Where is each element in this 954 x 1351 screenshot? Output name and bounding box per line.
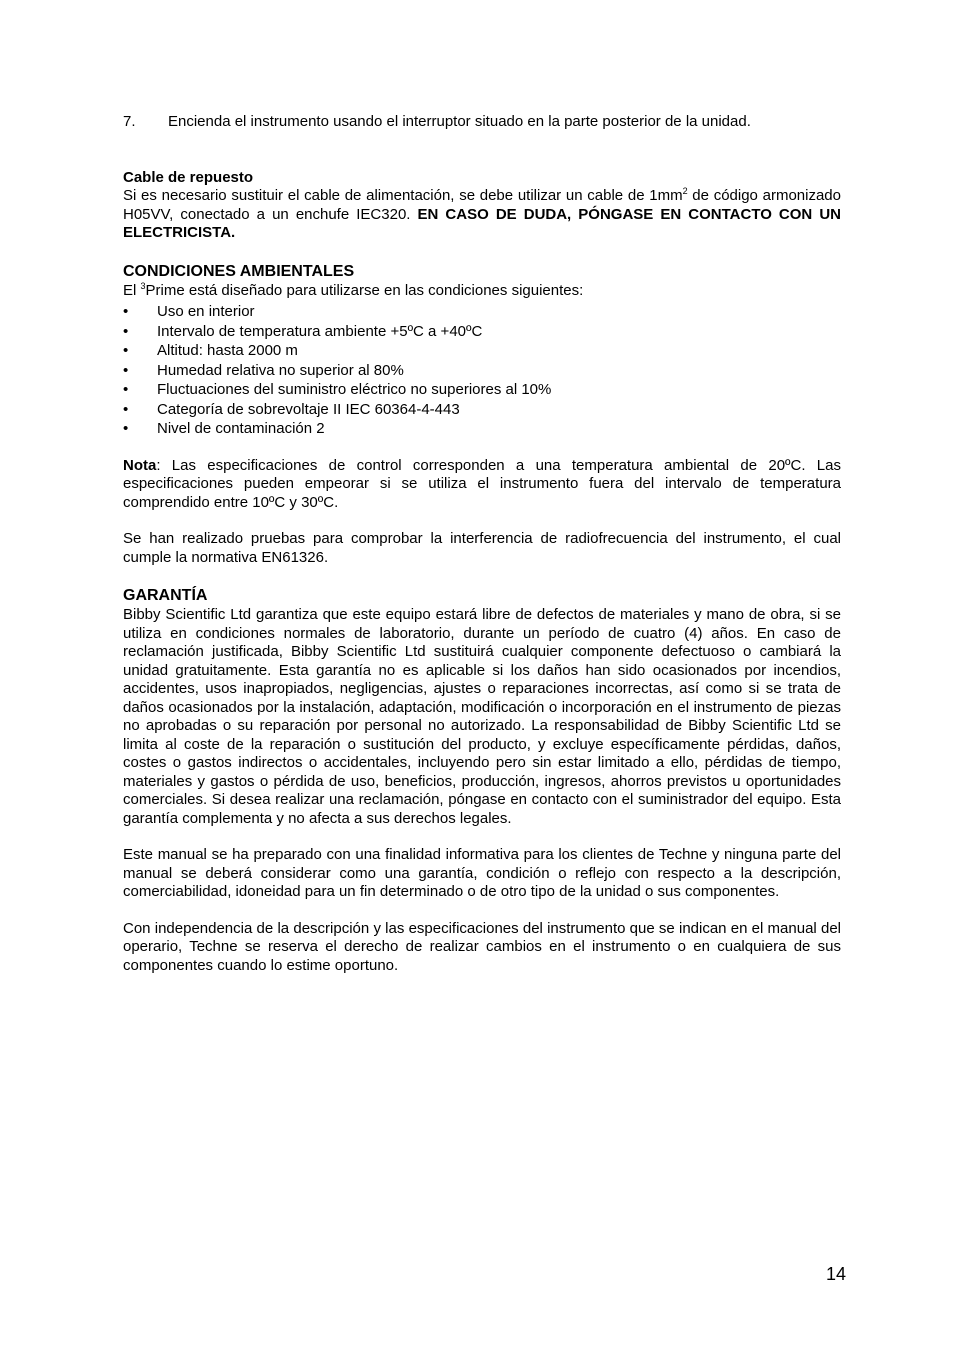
- list-item-text: Altitud: hasta 2000 m: [157, 342, 298, 359]
- page-number: 14: [826, 1264, 847, 1284]
- list-item-text: Humedad relativa no superior al 80%: [157, 361, 404, 379]
- cable-sup: 2: [682, 186, 688, 196]
- list-item-text: Categoría de sobrevoltaje II IEC 60364-4-443: [157, 400, 460, 418]
- note-label: Nota: [123, 456, 157, 474]
- list-item-text: Intervalo de temperatura ambiente +5ºC a +40ºC: [157, 322, 483, 340]
- step-7: [123, 113, 841, 132]
- warranty-paragraph-1: Bibby Scientific Ltd garantiza que este equipo estará libre de defectos de materiales y mano de obra, si se utiliza en condiciones normales de laboratorio, durante un período de cuatro (4) años. En caso de reclamación justificada, Bibby Scientific Ltd sustituirá cualquier componente defectuoso o cambiará la unidad gratuitamente. Esta garantía no es aplicable si los daños han sido ocasionados por incendios, accidentes, usos inapropiados, negligencias, ajustes o reparaciones incorrectas, así como si se trata de daños ocasionados por la instalación, adaptación, modificación o incorporación en el instrumento de piezas no aprobadas o su reparación por personal no autorizado. La responsabilidad de Bibby Scientific Ltd se limita al coste de la reparación o sustitución del producto, y excluye específicamente pérdidas, daños, costes o gastos indirectos o accidentales, incluyendo pero sin estar limitado a ello, pérdidas de tiempo, materiales y gastos o pérdida de uso, beneficios, producción, ingresos, ahorros previstos u oportunidades comerciales. Si desea realizar una reclamación, póngase en contacto con el suministrador del equipo. Esta garantía complementa y no afecta a sus derechos legales.: [123, 606, 841, 827]
- note-text: : Las especificaciones de control corresponden a una temperatura ambiental de 20ºC. Las especificaciones pueden empeorar si se utiliza el instrumento fuera del intervalo de temperatura comprendido entre 10ºC y 30ºC.: [123, 456, 841, 511]
- bullet: •: [123, 381, 129, 398]
- conditions-heading: CONDICIONES AMBIENTALES: [123, 262, 355, 280]
- bullet: •: [123, 400, 129, 418]
- list-item: [123, 400, 841, 420]
- cable-text-2: de código armonizado H05VV, conectado a un enchufe IEC320.: [123, 187, 841, 223]
- warranty-paragraph-2: Este manual se ha preparado con una finalidad informativa para los clientes de Techne y ninguna parte del manual se deberá considerar como una garantía, condición o reflejo con respecto a la descripción, comerciabilidad, idoneidad para un fin determinado o de otro tipo de la unidad o sus componentes.: [123, 846, 841, 900]
- warranty-heading: GARANTÍA: [123, 587, 208, 604]
- bullet: •: [123, 342, 129, 359]
- bullet: •: [123, 322, 129, 340]
- bullet: •: [123, 361, 129, 379]
- conditions-list: [123, 302, 841, 439]
- list-item: [123, 380, 841, 400]
- cable-title: Cable de repuesto: [123, 168, 254, 186]
- warranty-paragraph-3: Con independencia de la descripción y las especificaciones del instrumento que se indican en el manual del operario, Techne se reserva el derecho de realizar cambios en el instrumento o en cualquiera de sus componentes cuando lo estime oportuno.: [123, 919, 841, 974]
- bullet: •: [123, 420, 129, 437]
- list-item: [123, 341, 841, 361]
- list-item: [123, 322, 841, 342]
- document-page: [123, 113, 841, 975]
- step-number: 7.: [123, 113, 136, 130]
- list-item-text: Uso en interior: [157, 303, 255, 320]
- step-text: Encienda el instrumento usando el interruptor situado en la parte posterior de la unidad.: [168, 113, 751, 130]
- list-item: [123, 419, 841, 439]
- list-item: [123, 302, 841, 322]
- cable-warning: EN CASO DE DUDA, PÓNGASE EN CONTACTO CON UN ELECTRICISTA.: [123, 205, 841, 241]
- cable-text-1: Si es necesario sustituir el cable de alimentación, se debe utilizar un cable de 1mm: [123, 187, 683, 204]
- rf-paragraph: Se han realizado pruebas para comprobar la interferencia de radiofrecuencia del instrumento, el cual cumple la normativa EN61326.: [123, 530, 841, 566]
- bullet: •: [123, 303, 129, 320]
- cable-paragraph: [123, 187, 841, 243]
- list-item: [123, 361, 841, 381]
- conditions-intro: [123, 282, 841, 301]
- conditions-intro-2: Prime está diseñado para utilizarse en las condiciones siguientes:: [145, 281, 584, 299]
- list-item-text: Nivel de contaminación 2: [157, 420, 325, 437]
- list-item-text: Fluctuaciones del suministro eléctrico no superiores al 10%: [157, 381, 552, 398]
- conditions-intro-sup: 3: [140, 280, 146, 291]
- note-paragraph: [123, 457, 841, 513]
- conditions-intro-1: El: [123, 281, 141, 299]
